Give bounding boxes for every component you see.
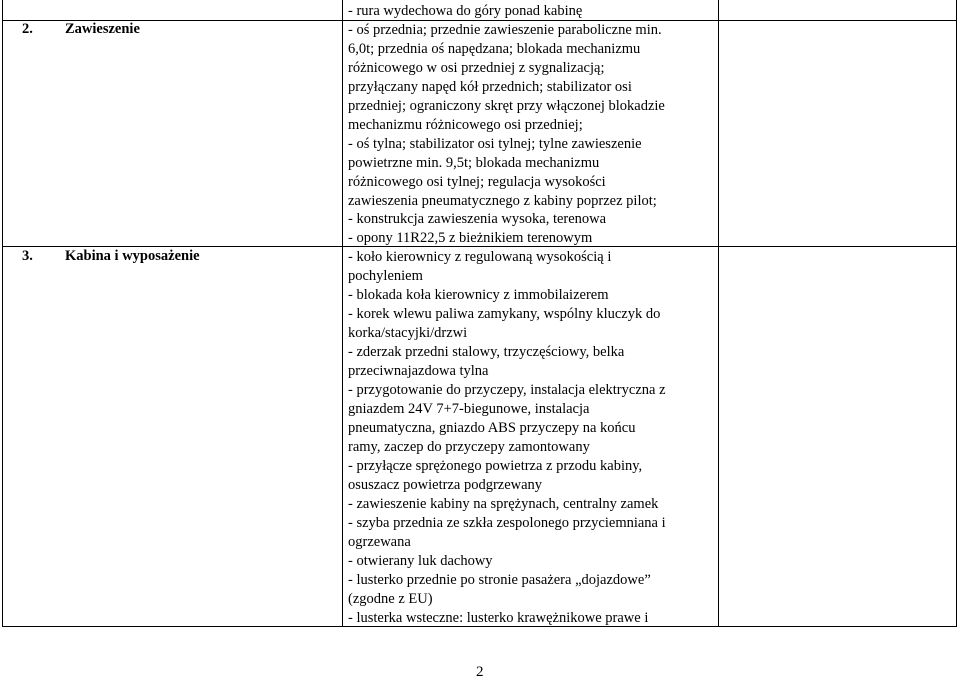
description-line: - oś przednia; przednie zawieszenie paraboliczne min. bbox=[348, 22, 662, 38]
description-line: - lusterko przednie po stronie pasażera „dojazdowe” bbox=[348, 572, 651, 588]
page-number: 2 bbox=[476, 664, 484, 680]
row-number: 3. bbox=[22, 248, 33, 264]
description-line: - otwierany luk dachowy bbox=[348, 553, 493, 569]
description-line: - oś tylna; stabilizator osi tylnej; tylne zawieszenie bbox=[348, 136, 642, 152]
row-title: Zawieszenie bbox=[65, 21, 140, 37]
table-border-right bbox=[956, 0, 957, 627]
table-border-left bbox=[2, 0, 3, 627]
description-line: - korek wlewu paliwa zamykany, wspólny kluczyk do bbox=[348, 306, 661, 322]
description-line: - blokada koła kierownicy z immobilaizerem bbox=[348, 287, 609, 303]
description-line: gniazdem 24V 7+7-biegunowe, instalacja bbox=[348, 401, 590, 417]
description-line: korka/stacyjki/drzwi bbox=[348, 325, 468, 341]
description-line: przeciwnajazdowa tylna bbox=[348, 363, 489, 379]
row-title: Kabina i wyposażenie bbox=[65, 248, 200, 264]
description-line: ogrzewana bbox=[348, 534, 411, 550]
description-line: pneumatyczna, gniazdo ABS przyczepy na końcu bbox=[348, 420, 636, 436]
description-line: ramy, zaczep do przyczepy zamontowany bbox=[348, 439, 590, 455]
description-line: różnicowego osi tylnej; regulacja wysokości bbox=[348, 174, 606, 190]
description-line: przyłączany napęd kół przednich; stabilizator osi bbox=[348, 79, 632, 95]
description-line: - opony 11R22,5 z bieżnikiem terenowym bbox=[348, 230, 593, 246]
description-line: - przygotowanie do przyczepy, instalacja elektryczna z bbox=[348, 382, 666, 398]
description-line: mechanizmu różnicowego osi przedniej; bbox=[348, 117, 583, 133]
description-line: - rura wydechowa do góry ponad kabinę bbox=[348, 3, 583, 19]
description-line: - koło kierownicy z regulowaną wysokością i bbox=[348, 249, 612, 265]
description-line: - konstrukcja zawieszenia wysoka, terenowa bbox=[348, 211, 607, 227]
description-line: - lusterka wsteczne: lusterko krawężnikowe prawe i bbox=[348, 610, 649, 626]
column-divider-2 bbox=[718, 0, 719, 627]
description-line: 6,0t; przednia oś napędzana; blokada mechanizmu bbox=[348, 41, 641, 57]
description-line: osuszacz powietrza podgrzewany bbox=[348, 477, 543, 493]
description-line: (zgodne z EU) bbox=[348, 591, 433, 607]
description-line: - szyba przednia ze szkła zespolonego przyciemniana i bbox=[348, 515, 666, 531]
description-line: - zderzak przedni stalowy, trzyczęściowy, belka bbox=[348, 344, 625, 360]
column-divider-1 bbox=[342, 0, 343, 627]
description-line: - zawieszenie kabiny na sprężynach, centralny zamek bbox=[348, 496, 659, 512]
row-number: 2. bbox=[22, 21, 33, 37]
description-line: przedniej; ograniczony skręt przy włączonej blokadzie bbox=[348, 98, 665, 114]
description-line: powietrzne min. 9,5t; blokada mechanizmu bbox=[348, 155, 600, 171]
description-line: różnicowego w osi przedniej z sygnalizacją; bbox=[348, 60, 605, 76]
description-line: - przyłącze sprężonego powietrza z przodu kabiny, bbox=[348, 458, 643, 474]
description-line: pochyleniem bbox=[348, 268, 423, 284]
description-line: zawieszenia pneumatycznego z kabiny poprzez pilot; bbox=[348, 193, 657, 209]
